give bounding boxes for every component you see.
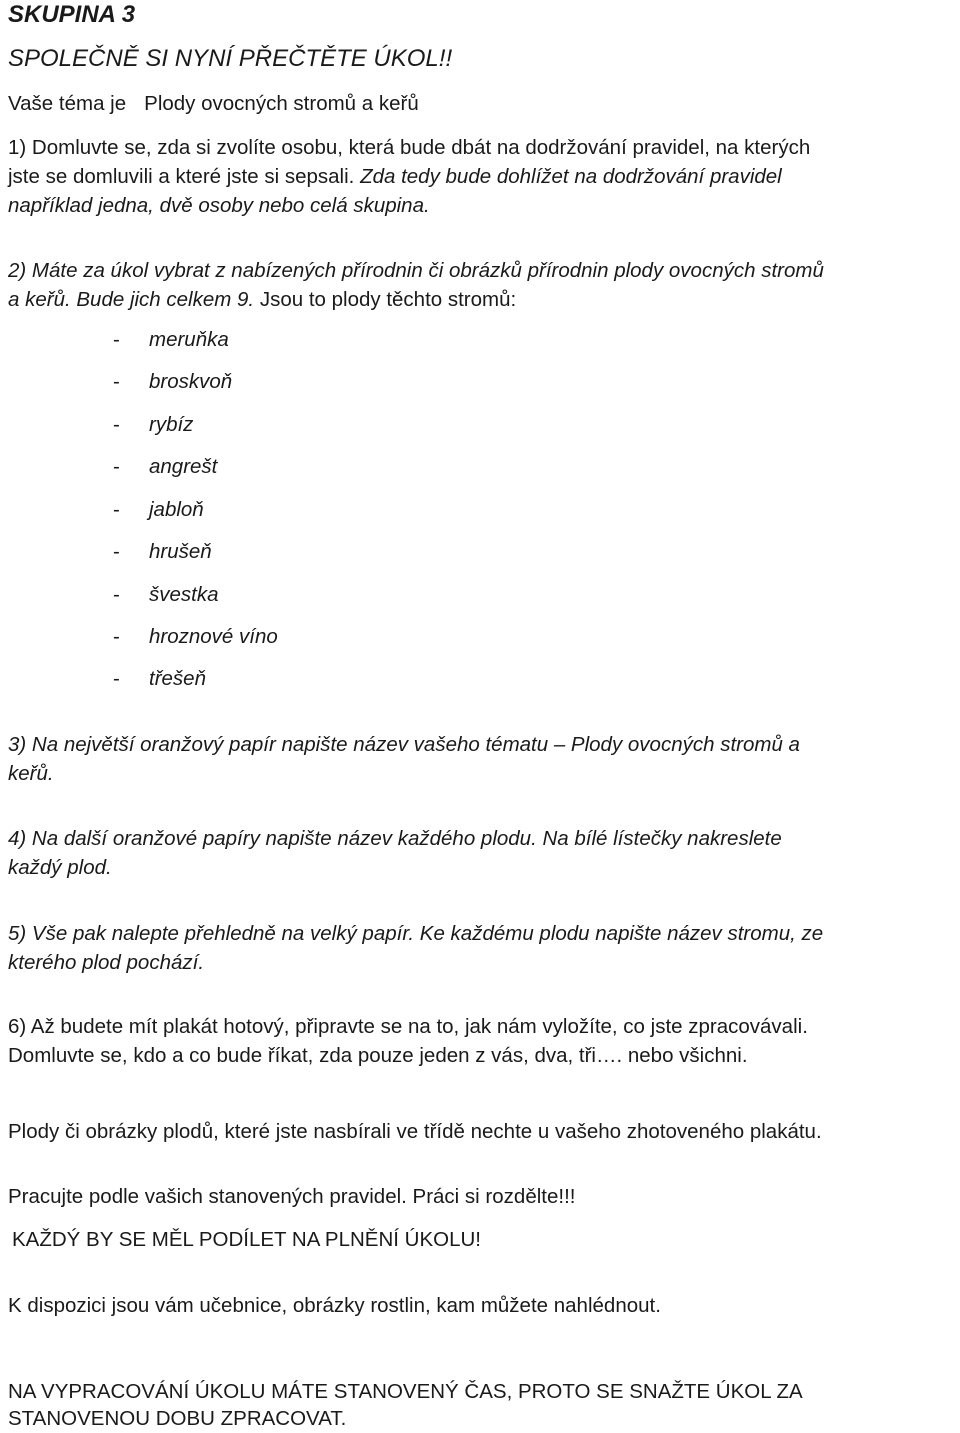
step6-line1: 6) Až budete mít plakát hotový, připravte se na to, jak nám vyložíte, co jste zpracovávali. (8, 1015, 808, 1038)
list-item: - meruňka (113, 328, 229, 351)
step2-line2 (8, 286, 516, 314)
step1-line2b: Zda tedy bude dohlížet na dodržování pravidel (360, 165, 782, 188)
step1-line1: 1) Domluvte se, zda si zvolíte osobu, která bude dbát na dodržování pravidel, na kterých (8, 136, 811, 159)
list-item: - jabloň (113, 498, 204, 521)
theme-prefix: Vaše téma je (8, 92, 127, 115)
list-item: - broskvoň (113, 370, 233, 393)
step1-line2a: jste se domluvili a které jste si sepsali. (8, 165, 355, 188)
step3-line1: 3) Na největší oranžový papír napište název vašeho tématu – Plody ovocných stromů a (8, 733, 800, 756)
list-item: - švestka (113, 583, 219, 606)
note-everyone: KAŽDÝ BY SE MĚL PODÍLET NA PLNĚNÍ ÚKOLU! (12, 1228, 481, 1251)
note-keep-fruits: Plody či obrázky plodů, které jste nasbírali ve třídě nechte u vašeho zhotoveného plakátu. (8, 1120, 822, 1143)
note-rules: Pracujte podle vašich stanovených pravidel. Práci si rozdělte!!! (8, 1185, 576, 1208)
note-resources: K dispozici jsou vám učebnice, obrázky rostlin, kam můžete nahlédnout. (8, 1294, 661, 1317)
theme-topic: Plody ovocných stromů a keřů (144, 92, 419, 115)
step4-line2: každý plod. (8, 856, 112, 879)
step5-line2: kterého plod pochází. (8, 951, 205, 974)
note-time-line2: STANOVENOU DOBU ZPRACOVAT. (8, 1407, 347, 1430)
page-subtitle: SPOLEČNĚ SI NYNÍ PŘEČTĚTE ÚKOL!! (8, 45, 453, 72)
step2-line2a: a keřů. Bude jich celkem 9. (8, 288, 255, 311)
step4-line1: 4) Na další oranžové papíry napište název každého plodu. Na bílé lístečky nakreslete (8, 827, 782, 850)
theme-line (8, 90, 419, 118)
step3-line2: keřů. (8, 762, 54, 785)
list-item: - třešeň (113, 667, 206, 690)
step1-line3: například jedna, dvě osoby nebo celá skupina. (8, 194, 430, 217)
list-item: - hrušeň (113, 540, 212, 563)
step1-line2 (8, 163, 782, 191)
list-item: - angrešt (113, 455, 218, 478)
page-title: SKUPINA 3 (8, 1, 136, 28)
note-time-line1: NA VYPRACOVÁNÍ ÚKOLU MÁTE STANOVENÝ ČAS, PROTO SE SNAŽTE ÚKOL ZA (8, 1380, 803, 1403)
step2-line2b: Jsou to plody těchto stromů: (259, 288, 517, 311)
step5-line1: 5) Vše pak nalepte přehledně na velký papír. Ke každému plodu napište název stromu, ze (8, 922, 824, 945)
step2-line1: 2) Máte za úkol vybrat z nabízených přírodnin či obrázků přírodnin plody ovocných stromů (8, 259, 824, 282)
list-item: - rybíz (113, 413, 194, 436)
step6-line2: Domluvte se, kdo a co bude říkat, zda pouze jeden z vás, dva, tři…. nebo všichni. (8, 1044, 748, 1067)
list-item: - hroznové víno (113, 625, 278, 648)
